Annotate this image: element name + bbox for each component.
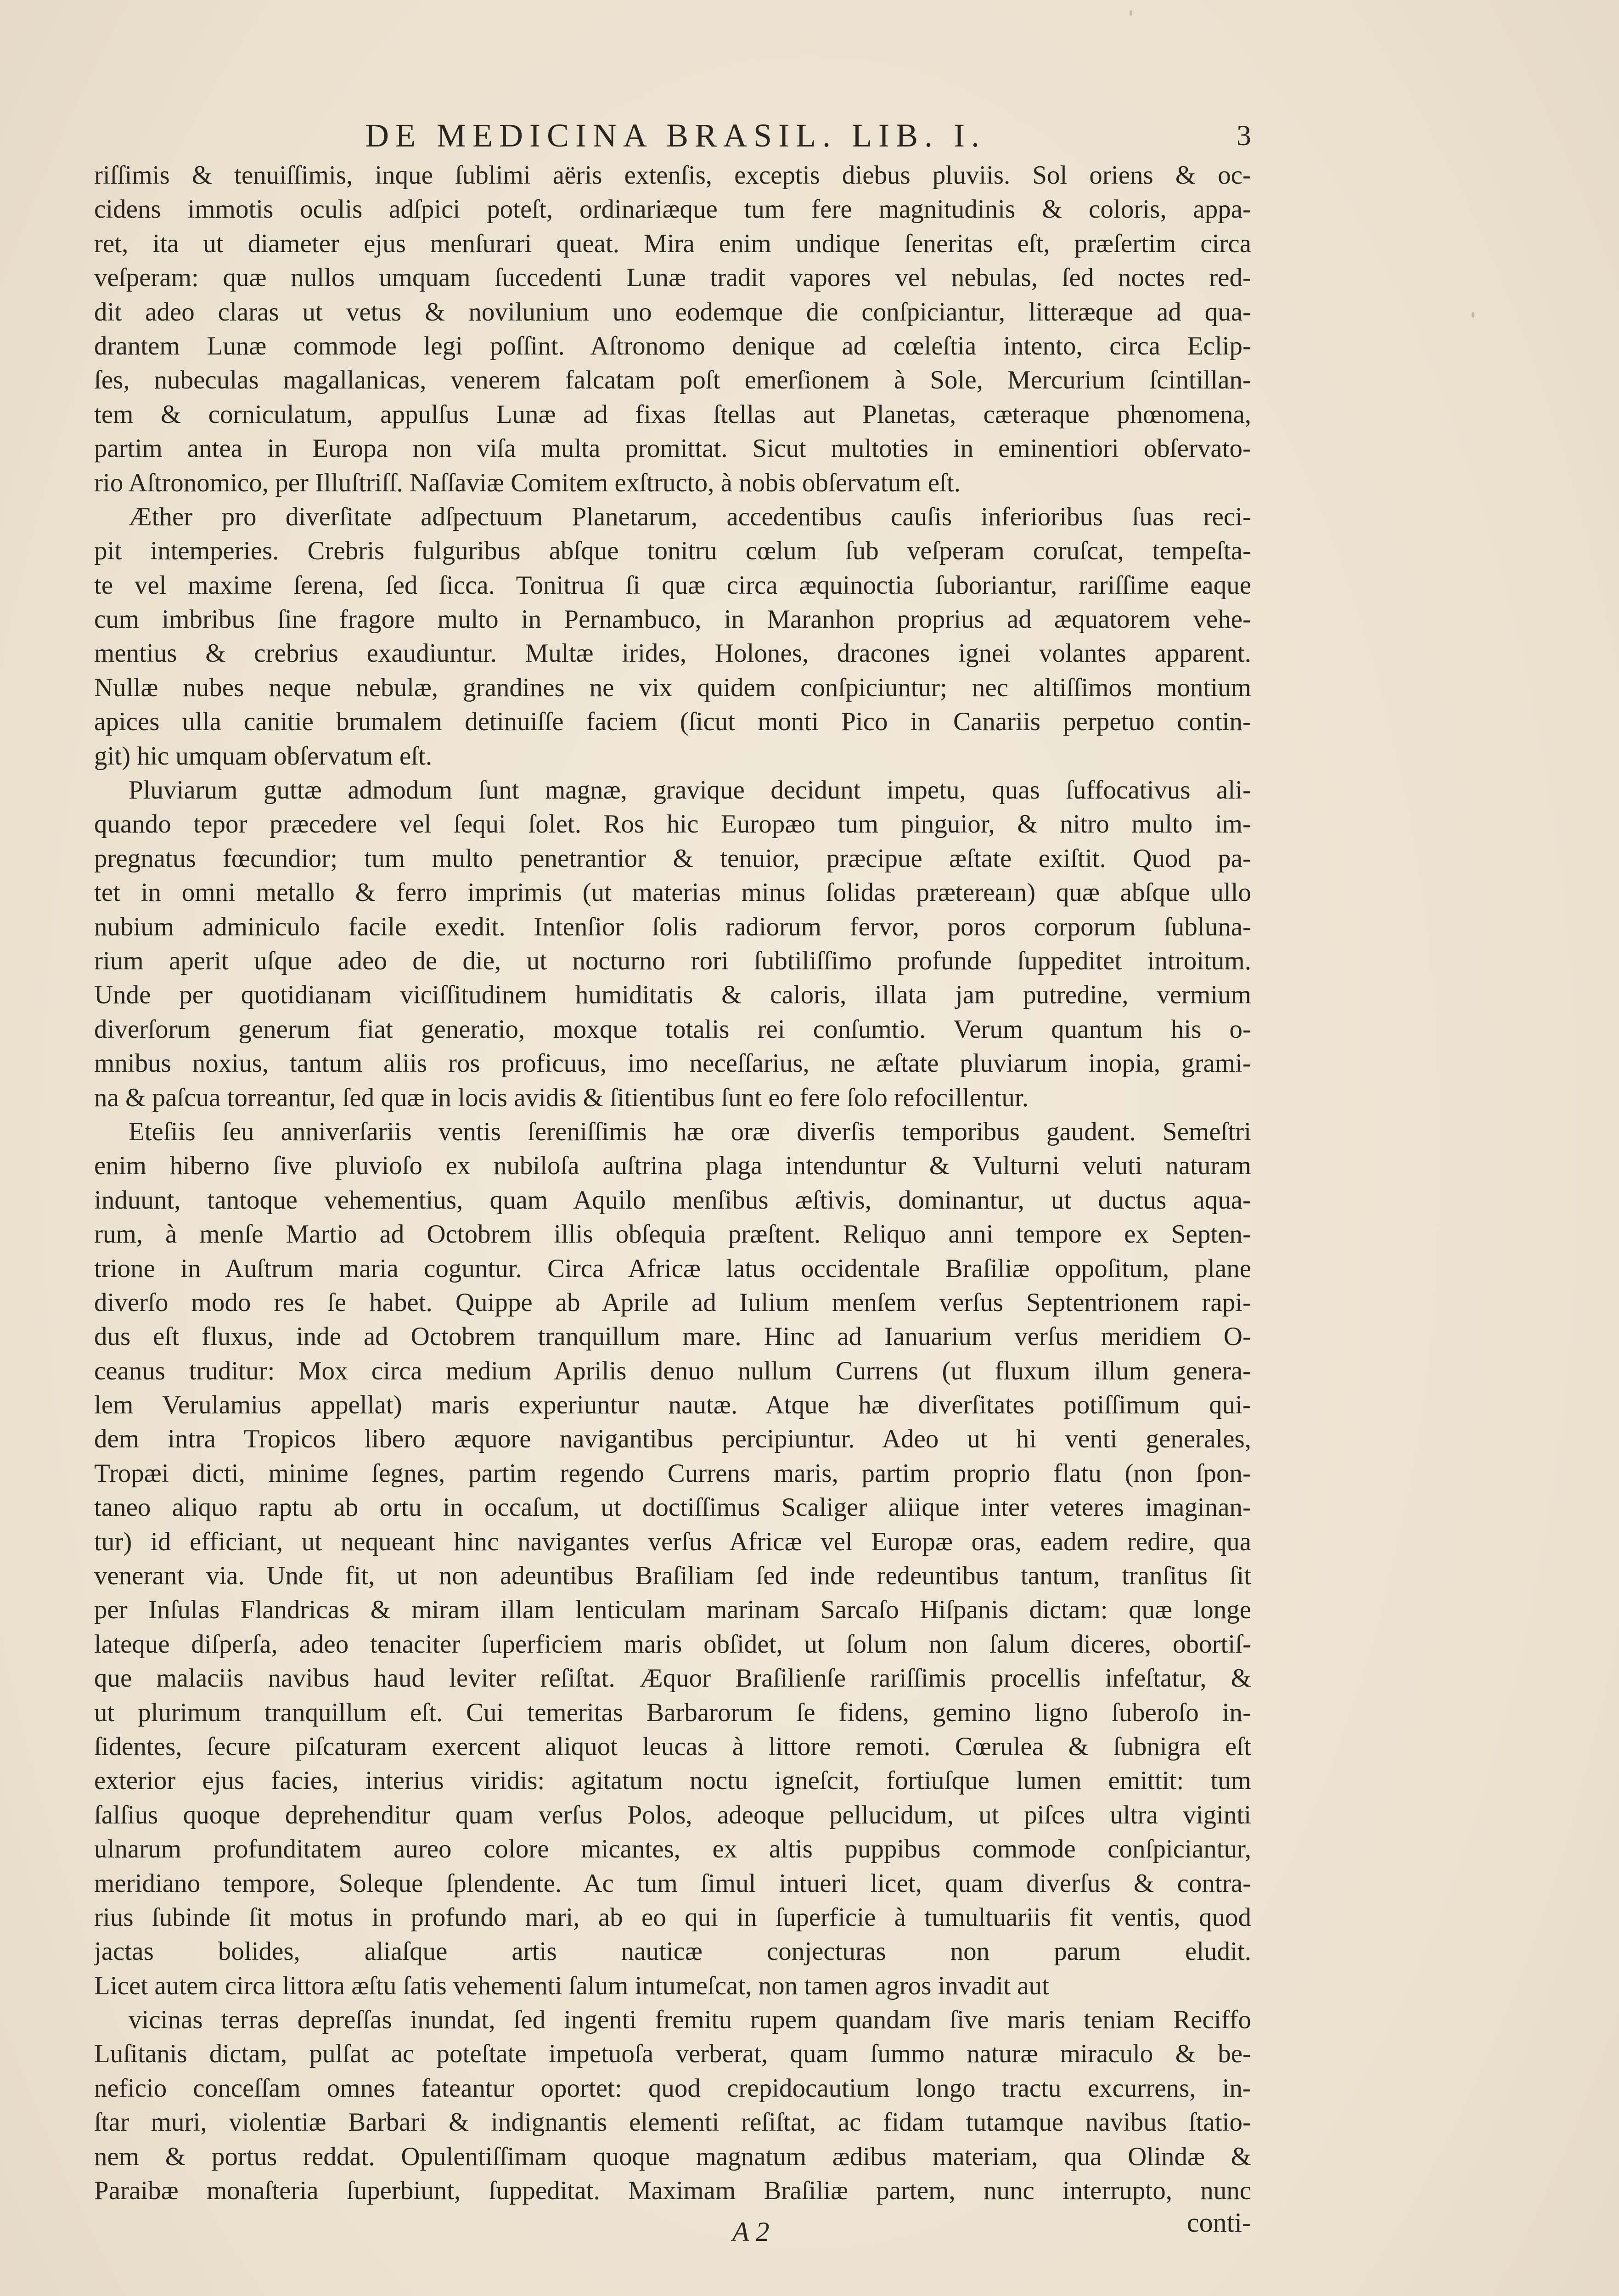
text-line: mentius & crebrius exaudiuntur. Multæ irides, Holones, dracones ignei volantes apparent. <box>94 639 1251 668</box>
paragraph-start: Æther pro diverſitate adſpectuum Planetarum, accedentibus cauſis inferioribus ſuas reci- <box>129 502 1251 531</box>
text-line: Tropæi dicti, minime ſegnes, partim regendo Currens maris, partim proprio flatu (non ſpon- <box>94 1458 1251 1488</box>
text-line: nubium adminiculo facile exedit. Intenſior ſolis radiorum fervor, poros corporum ſubluna- <box>94 912 1251 941</box>
text-line: cidens immotis oculis adſpici poteſt, ordinariæque tum fere magnitudinis & coloris, appa- <box>94 195 1251 224</box>
text-line: rum, à menſe Martio ad Octobrem illis obſequia præſtent. Reliquo anni tempore ex Septen- <box>94 1220 1251 1249</box>
text-line: lateque diſperſa, adeo tenaciter ſuperficiem maris obſidet, ut ſolum non ſalum diceres, obortiſ- <box>94 1629 1251 1659</box>
text-line: rium aperit uſque adeo de die, ut nocturno rori ſubtiliſſimo profunde ſuppeditet introitum. <box>94 946 1251 975</box>
text-line: mnibus noxius, tantum aliis ros proficuus, imo neceſſarius, ne æſtate pluviarum inopia, grami- <box>94 1049 1251 1078</box>
text-line: ſalſius quoque deprehenditur quam verſus Polos, adeoque pellucidum, ut piſces ultra viginti <box>94 1800 1251 1829</box>
text-line: induunt, tantoque vehementius, quam Aquilo menſibus æſtivis, dominantur, ut ductus aqua- <box>94 1185 1251 1215</box>
text-line: taneo aliquo raptu ab ortu in occaſum, ut doctiſſimus Scaliger aliique inter veteres imaginan- <box>94 1493 1251 1522</box>
text-line: tem & corniculatum, appulſus Lunæ ad fixas ſtellas aut Planetas, cæteraque phœnomena, <box>94 400 1251 429</box>
page-header <box>94 115 1251 156</box>
text-line: ſtar muri, violentiæ Barbari & indignantis elementi reſiſtat, ac fidam tutamque navibus ſtatio- <box>94 2108 1251 2137</box>
text-line: drantem Lunæ commode legi poſſint. Aſtronomo denique ad cœleſtia intento, circa Eclip- <box>94 331 1251 360</box>
paragraph-start: vicinas terras depreſſas inundat, ſed ingenti fremitu rupem quandam ſive maris teniam Reciffo <box>129 2005 1251 2035</box>
paragraph-start: Eteſiis ſeu anniverſariis ventis ſereniſſimis hæ oræ diverſis temporibus gaudent. Semeſtri <box>129 1117 1251 1146</box>
body-text <box>94 158 1251 2242</box>
text-line: diverſorum generum fiat generatio, moxque totalis rei conſumtio. Verum quantum his o- <box>94 1014 1251 1044</box>
text-line: Unde per quotidianam viciſſitudinem humiditatis & caloris, illata jam putredine, vermium <box>94 980 1251 1010</box>
text-line: enim hiberno ſive pluvioſo ex nubiloſa auſtrina plaga intenduntur & Vulturni veluti naturam <box>94 1151 1251 1181</box>
page-footer <box>94 2207 1251 2252</box>
text-line: rio Aſtronomico, per Illuſtriſſ. Naſſaviæ Comitem exſtructo, à nobis obſervatum eſt. <box>94 468 961 497</box>
paragraph-start: Pluviarum guttæ admodum ſunt magnæ, gravique decidunt impetu, quas ſuffocativus ali- <box>129 776 1251 805</box>
text-line: pit intemperies. Crebris fulguribus abſque tonitru cœlum ſub veſperam coruſcat, tempeſta- <box>94 536 1251 566</box>
text-line: venerant via. Unde fit, ut non adeuntibus Braſiliam ſed inde redeuntibus tantum, tranſitus ſit <box>94 1561 1251 1591</box>
text-line: cum imbribus ſine fragore multo in Pernambuco, in Maranhon proprius ad æquatorem vehe- <box>94 605 1251 634</box>
text-line: ſes, nubeculas magallanicas, venerem falcatam poſt emerſionem à Sole, Mercurium ſcintillan- <box>94 366 1251 395</box>
text-line: ceanus truditur: Mox circa medium Aprilis denuo nullum Currens (ut fluxum illum genera- <box>94 1356 1251 1385</box>
text-line: partim antea in Europa non viſa multa promittat. Sicut multoties in eminentiori obſervato- <box>94 434 1251 463</box>
text-line: dit adeo claras ut vetus & novilunium uno eodemque die conſpiciantur, litteræque ad qua- <box>94 297 1251 326</box>
text-line: exterior ejus facies, interius viridis: agitatum noctu igneſcit, fortiuſque lumen emittit: tum <box>94 1766 1251 1795</box>
text-line: Luſitanis dictam, pulſat ac poteſtate impetuoſa verberat, quam ſummo naturæ miraculo & be- <box>94 2039 1251 2069</box>
text-line: jactas bolides, aliaſque artis nauticæ conjecturas non parum eludit. <box>94 1937 1251 1966</box>
catchword: conti- <box>1187 2207 1251 2238</box>
text-line: neficio conceſſam omnes fateantur oportet: quod crepidocautium longo tractu excurrens, in- <box>94 2073 1251 2103</box>
text-line: dem intra Tropicos libero æquore navigantibus percipiuntur. Adeo ut hi venti generales, <box>94 1424 1251 1454</box>
text-line: ulnarum profunditatem aureo colore micantes, ex altis puppibus commode conſpiciantur, <box>94 1835 1251 1864</box>
text-line: meridiano tempore, Soleque ſplendente. Ac tum ſimul intueri licet, quam diverſus & contra- <box>94 1868 1251 1898</box>
text-line: nem & portus reddat. Opulentiſſimam quoque magnatum ædibus materiam, qua Olindæ & <box>94 2142 1251 2171</box>
text-line: pregnatus fœcundior; tum multo penetrantior & tenuior, præcipue æſtate exiſtit. Quod pa- <box>94 844 1251 873</box>
paper-speck <box>1472 312 1474 318</box>
text-line: ret, ita ut diameter ejus menſurari queat. Mira enim undique ſeneritas eſt, præſertim circa <box>94 229 1251 258</box>
paper-speck <box>1130 10 1132 16</box>
signature-mark: A 2 <box>732 2217 770 2247</box>
text-line: riſſimis & tenuiſſimis, inque ſublimi aëris extenſis, exceptis diebus pluviis. Sol oriens & oc- <box>94 161 1251 190</box>
text-line: per Inſulas Flandricas & miram illam lenticulam marinam Sarcaſo Hiſpanis dictam: quæ longe <box>94 1595 1251 1625</box>
text-line: dus eſt fluxus, inde ad Octobrem tranquillum mare. Hinc ad Ianuarium verſus meridiem O- <box>94 1322 1251 1351</box>
text-line: Paraibæ monaſteria ſuperbiunt, ſuppeditat. Maximam Braſiliæ partem, nunc interrupto, nunc <box>94 2176 1251 2206</box>
text-line: ut plurimum tranquillum eſt. Cui temeritas Barbarorum ſe fidens, gemino ligno ſuberoſo in- <box>94 1698 1251 1727</box>
text-line: apices ulla canitie brumalem detinuiſſe faciem (ſicut monti Pico in Canariis perpetuo contin- <box>94 707 1251 737</box>
text-line: te vel maxime ſerena, ſed ſicca. Tonitrua ſi quæ circa æquinoctia ſuboriantur, rariſſime eaque <box>94 570 1251 600</box>
text-line: tur) id efficiant, ut nequeant hinc navigantes verſus Africæ vel Europæ oras, eadem redire, qua <box>94 1527 1251 1556</box>
text-line: na & paſcua torreantur, ſed quæ in locis avidis & ſitientibus ſunt eo fere ſolo refocillentur. <box>94 1083 1029 1112</box>
running-title: DE MEDICINA BRASIL. LIB. I. <box>365 117 986 154</box>
text-line: veſperam: quæ nullos umquam ſuccedenti Lunæ tradit vapores vel nebulas, ſed noctes red- <box>94 263 1251 293</box>
text-line: tet in omni metallo & ferro imprimis (ut materias minus ſolidas prætereaın) quæ abſque ullo <box>94 878 1251 907</box>
text-line: trione in Auſtrum maria coguntur. Circa Africæ latus occidentale Braſiliæ oppoſitum, plane <box>94 1254 1251 1283</box>
text-line: rius ſubinde ſit motus in profundo mari, ab eo qui in ſuperficie à tumultuariis fit ventis, quod <box>94 1902 1251 1932</box>
text-line: diverſo modo res ſe habet. Quippe ab Aprile ad Iulium menſem verſus Septentrionem rapi- <box>94 1288 1251 1317</box>
page-number: 3 <box>1237 119 1251 152</box>
text-line: Licet autem circa littora æſtu ſatis vehementi ſalum intumeſcat, non tamen agros invadit aut <box>94 1971 1049 2000</box>
text-line: Nullæ nubes neque nebulæ, grandines ne vix quidem conſpiciuntur; nec altiſſimos montium <box>94 673 1251 702</box>
text-line: lem Verulamius appellat) maris experiuntur nautæ. Atque hæ diverſitates potiſſimum qui- <box>94 1390 1251 1420</box>
text-line: ſidentes, ſecure piſcaturam exercent aliquot leucas à littore remoti. Cœrulea & ſubnigra eſt <box>94 1732 1251 1761</box>
text-line: quando tepor præcedere vel ſequi ſolet. Ros hic Europæo tum pinguior, & nitro multo im- <box>94 810 1251 839</box>
text-line: git) hic umquam obſervatum eſt. <box>94 741 433 771</box>
text-line: que malaciis navibus haud leviter reſiſtat. Æquor Braſilienſe rariſſimis procellis infeſtatur, & <box>94 1664 1251 1693</box>
